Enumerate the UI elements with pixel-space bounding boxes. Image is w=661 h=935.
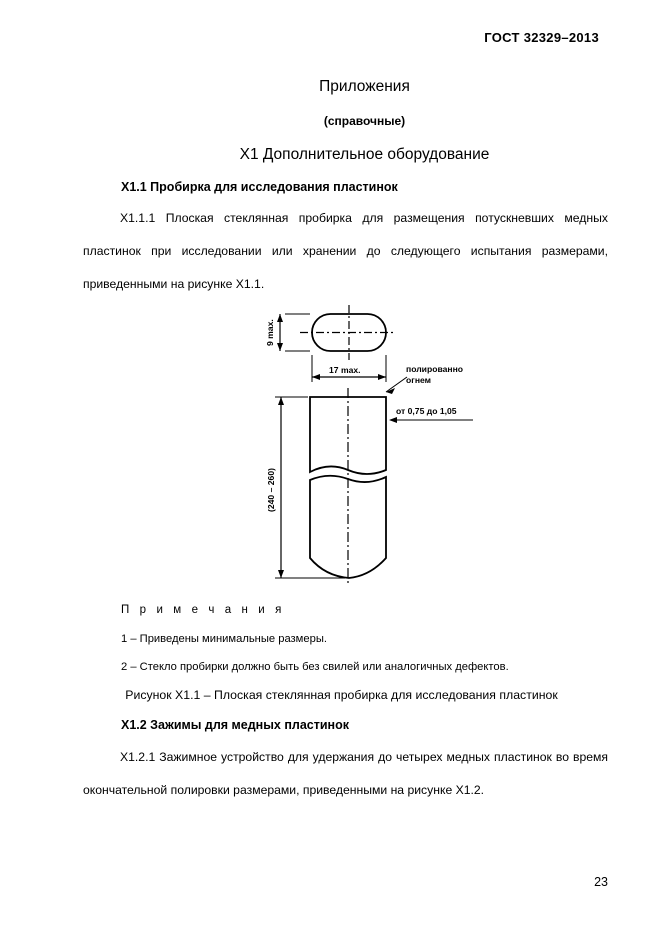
dim-17-max-label: 17 max. [329,365,361,375]
appendix-subtitle: (справочные) [323,114,406,128]
height-dim-label: (240 – 260) [266,468,276,512]
subsection-heading-x1-2: Х1.2 Зажимы для медных пластинок [121,718,349,732]
subsection-heading-x1-1: Х1.1 Пробирка для исследования пластинок [121,180,398,194]
paragraph-x1-2-1 [83,741,608,807]
page-number: 23 [594,875,608,889]
paragraph-x1-2-1-text: Х1.2.1 Зажимное устройство для удержания до четырех медных пластинок во время окончательной полировки размерами, приведенными на рисунке Х1.2. [83,750,608,797]
polished-label-line1: полированно [406,364,464,374]
note-item-1: 1 – Приведены минимальные размеры. [121,633,327,645]
note-item-2: 2 – Стекло пробирки должно быть без свилей или аналогичных дефектов. [121,661,509,673]
wall-thickness-label: от 0,75 до 1,05 [396,406,457,416]
polished-label-line2: огнем [406,375,432,385]
paragraph-x1-1-1 [83,202,608,301]
dim-9-max-label: 9 max. [265,319,275,346]
paragraph-x1-1-1-text: Х1.1.1 Плоская стеклянная пробирка для размещения потускневших медных пластинок при исследовании или хранении до следующего испытания размерами, приведенными на рисунке Х1.1. [83,211,608,291]
section-title: Х1 Дополнительное оборудование [239,146,490,163]
document-code: ГОСТ 32329–2013 [484,30,599,45]
figure-caption: Рисунок Х1.1 – Плоская стеклянная пробирка для исследования пластинок [125,688,558,702]
notes-heading: П р и м е ч а н и я [121,604,285,616]
appendix-title: Приложения [319,78,410,95]
test-tube-figure [255,300,485,585]
